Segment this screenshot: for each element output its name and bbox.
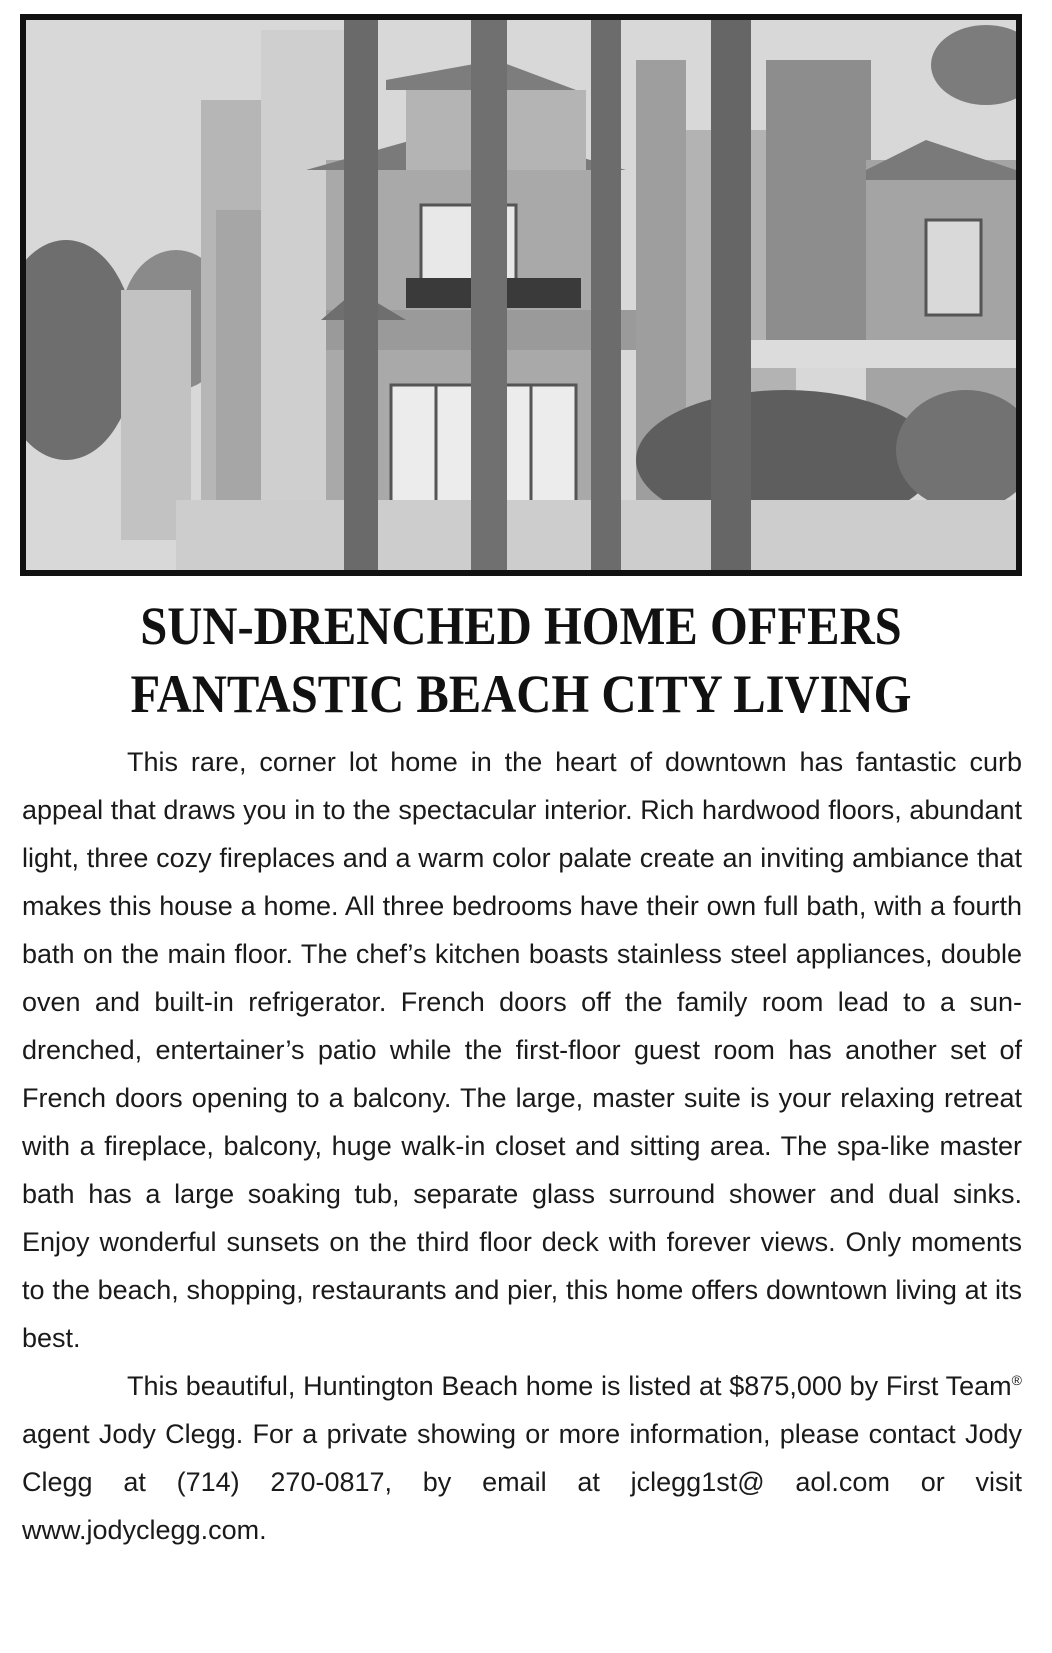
palm-trunk-1 [344, 20, 378, 570]
house-photo-illustration [26, 20, 1016, 570]
house-photo [20, 14, 1022, 576]
article-paragraph-2 [22, 1362, 1022, 1554]
palm-trunk-2 [471, 20, 507, 570]
palm-trunk-4 [711, 20, 751, 570]
headline-line-1: SUN-DRENCHED HOME OFFERS [140, 596, 902, 656]
chimney-right [766, 60, 871, 340]
headline-line-2: FANTASTIC BEACH CITY LIVING [130, 664, 912, 724]
ledge-right [746, 340, 1016, 368]
registered-mark: ® [1011, 1372, 1022, 1388]
palm-trunk-3 [591, 20, 621, 570]
paragraph-2-part-2: agent Jody Clegg. For a private showing or more information, please contact Jody Clegg at (714) 270-0817, by email at jclegg1st@ aol.com or visit www.jodyclegg.com. [22, 1419, 1022, 1545]
article-body [22, 738, 1022, 1554]
headline [70, 592, 972, 728]
paragraph-2-part-1: This beautiful, Huntington Beach home is listed at $875,000 by First Team [127, 1371, 1012, 1401]
window-far-right [926, 220, 981, 315]
article-paragraph-1: This rare, corner lot home in the heart of downtown has fantastic curb appeal that draws you in to the spectacular interior. Rich hardwood floors, abundant light, three cozy fireplaces and a warm color palate create an inviting ambiance that makes this house a home. All three bedrooms have their own full bath, with a fourth bath on the main floor. The chef’s kitchen boasts stainless steel appliances, double oven and built-in refrigerator. French doors off the family room lead to a sun-drenched, entertainer’s patio while the first-floor guest room has another set of French doors opening to a balcony. The large, master suite is your relaxing retreat with a fireplace, balcony, huge walk-in closet and sitting area. The spa-like master bath has a large soaking tub, separate glass surround shower and dual sinks. Enjoy wonderful sunsets on the third floor deck with forever views. Only moments to the beach, shopping, restaurants and pier, this home offers downtown living at its best. [22, 747, 1022, 1353]
